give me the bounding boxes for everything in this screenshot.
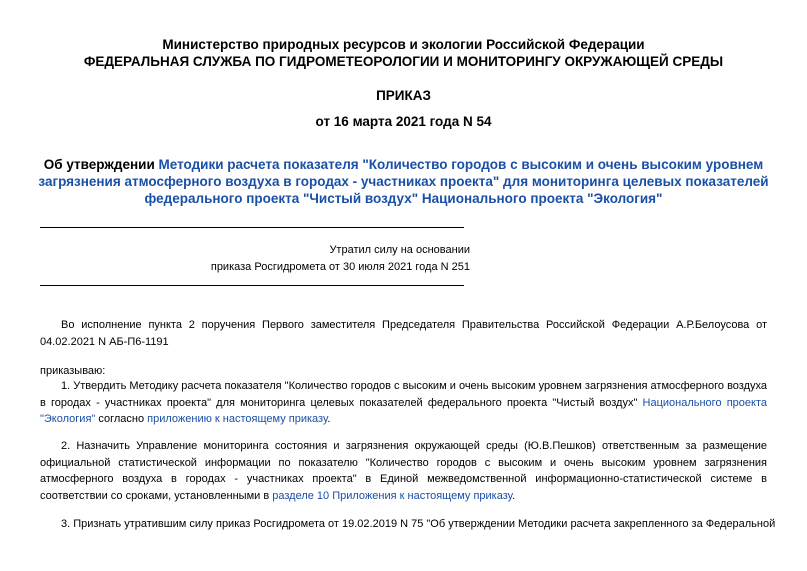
item-2-text: 2. Назначить Управление мониторинга состояния и загрязнения окружающей среды (Ю.В.Пешков) ответственным за размещение официальной статистической информации по показателю "Количество городов с высоким и очень высоким уровнем загрязнения атмосферного воздуха в городах - участниках проекта" в Единой межведомственной информационно-статистической системе в соответствии со сроками, установленными в <box>40 440 767 502</box>
document-title <box>30 156 777 207</box>
service-heading: ФЕДЕРАЛЬНАЯ СЛУЖБА ПО ГИДРОМЕТЕОРОЛОГИИ И МОНИТОРИНГУ ОКРУЖАЮЩЕЙ СРЕДЫ <box>83 54 724 69</box>
item-1-link-national-project[interactable]: Национального проекта "Экология" <box>40 396 767 425</box>
item-1-mid: согласно <box>95 413 148 425</box>
intro-paragraph <box>40 317 767 350</box>
item-2 <box>40 438 767 504</box>
document-date: от 16 марта 2021 года N 54 <box>315 114 492 129</box>
status-note <box>40 242 470 276</box>
item-1-text: 1. Утвердить Методику расчета показателя "Количество городов с высоким и очень высоким уровнем загрязнения атмосферного воздуха в городах - участниках проекта" для мониторинга целевых показателей федерального проекта "Чистый воздух" <box>40 380 767 409</box>
intro-text: Во исполнение пункта 2 поручения Первого заместителя Председателя Правительства Российской Федерации А.Р.Белоусова от 04.02.2021 N АБ-П6-1191 <box>40 319 767 348</box>
note-top-rule <box>40 227 464 228</box>
title-prefix: Об утверждении <box>43 157 159 172</box>
order-word: приказываю: <box>40 365 106 377</box>
item-2-link-section-10[interactable]: разделе 10 Приложения к настоящему приказу <box>272 489 513 502</box>
ministry-heading: Министерство природных ресурсов и экологии Российской Федерации <box>162 37 645 52</box>
item-3 <box>40 516 776 533</box>
item-2-end: . <box>512 489 516 502</box>
item-1-link-appendix[interactable]: приложению к настоящему приказу <box>147 413 328 425</box>
document-type: ПРИКАЗ <box>376 88 431 103</box>
status-note-line1: Утратил силу на основании <box>329 244 470 256</box>
item-3-text: 3. Признать утратившим силу приказ Росгидромета от 19.02.2019 N 75 "Об утверждении Методики расчета закрепленного за Федеральной <box>61 518 776 530</box>
status-note-line2: приказа Росгидромета от 30 июля 2021 года N 251 <box>210 261 470 273</box>
title-link[interactable]: Методики расчета показателя "Количество городов с высоким и очень высоким уровнем загрязнения атмосферного воздуха в городах - участниках проекта" для мониторинга целевых показателей федерального проекта "Чистый воздух" Национального проекта "Экология" <box>38 157 769 206</box>
item-1 <box>40 378 767 428</box>
note-bottom-rule <box>40 285 464 286</box>
item-1-end: . <box>327 413 331 425</box>
